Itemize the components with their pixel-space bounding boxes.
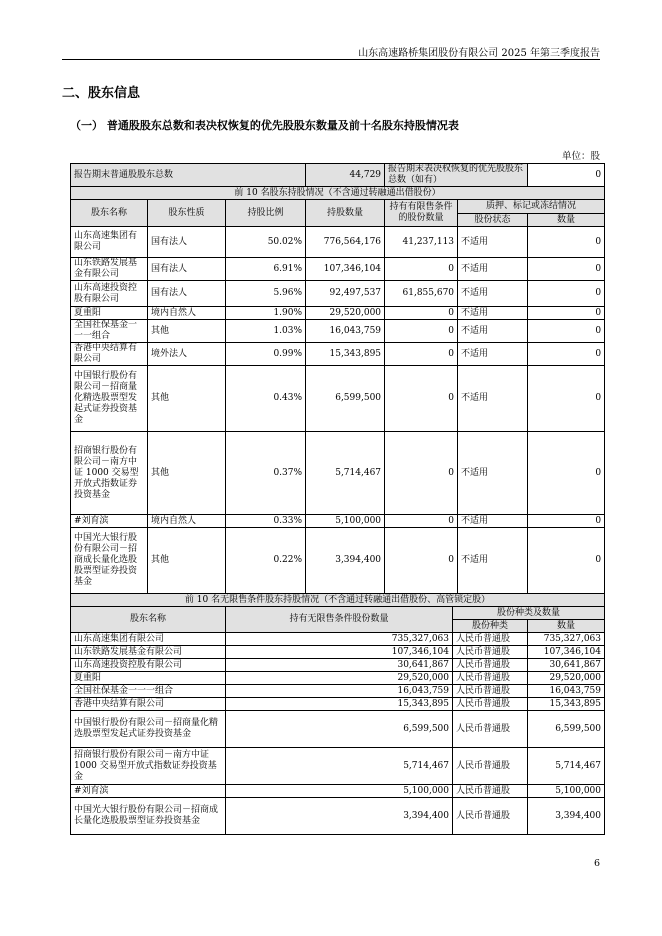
- pledge-status: 不适用: [458, 515, 528, 528]
- shareholder-name: 中国银行股份有限公司－招商量化精选股票型发起式证券投资基金: [71, 366, 148, 432]
- holding-count: 15,343,895: [306, 343, 385, 366]
- share-kind: 人民币普通股: [453, 633, 528, 646]
- table-row: [71, 432, 605, 515]
- holding-ratio: 5.96%: [226, 281, 306, 307]
- holding-count: 107,346,104: [306, 258, 385, 281]
- holding-ratio: 0.37%: [226, 432, 306, 515]
- restricted-count: 0: [385, 432, 458, 515]
- shareholder-name: 山东高速投资控股有限公司: [71, 659, 226, 672]
- share-qty: 29,520,000: [528, 672, 605, 685]
- holding-count: 6,599,500: [306, 366, 385, 432]
- table-row: [71, 711, 605, 748]
- header-restricted: 持有有限售条件的股份数量: [385, 200, 458, 227]
- share-qty: 3,394,400: [528, 798, 605, 835]
- pledge-qty: 0: [528, 258, 605, 281]
- summary-preferred-value: 0: [528, 164, 605, 187]
- holding-ratio: 1.03%: [226, 320, 306, 343]
- table-row: [71, 343, 605, 366]
- shareholder-name: 山东高速集团有限公司: [71, 227, 148, 258]
- share-qty: 735,327,063: [528, 633, 605, 646]
- shareholder-name: 全国社保基金一一一组合: [71, 320, 148, 343]
- summary-common-label: 报告期末普通股股东总数: [71, 164, 306, 187]
- shareholder-name: 招商银行股份有限公司－南方中证 1000 交易型开放式指数证券投资基金: [71, 748, 226, 785]
- share-kind: 人民币普通股: [453, 785, 528, 798]
- holding-count: 776,564,176: [306, 227, 385, 258]
- share-kind: 人民币普通股: [453, 798, 528, 835]
- table-row: [71, 258, 605, 281]
- table-row: [71, 685, 605, 698]
- page-number: 6: [593, 858, 600, 869]
- share-qty: 6,599,500: [528, 711, 605, 748]
- shareholder-name: #刘育滨: [71, 785, 226, 798]
- share-kind: 人民币普通股: [453, 748, 528, 785]
- share-kind: 人民币普通股: [453, 685, 528, 698]
- unrestricted-title: 前 10 名无限售条件股东持股情况（不含通过转融通出借股份、高管锁定股）: [71, 594, 605, 607]
- holding-ratio: 0.22%: [226, 528, 306, 594]
- unrestricted-count: 5,100,000: [226, 785, 453, 798]
- pledge-qty: 0: [528, 366, 605, 432]
- u-header-name: 股东名称: [71, 607, 226, 633]
- holding-ratio: 1.90%: [226, 307, 306, 320]
- top10-title-row: [71, 187, 605, 200]
- unrestricted-count: 15,343,895: [226, 698, 453, 711]
- pledge-qty: 0: [528, 343, 605, 366]
- unrestricted-count: 735,327,063: [226, 633, 453, 646]
- summary-common-value: 44,729: [306, 164, 385, 187]
- u-header-qty: 数量: [528, 620, 605, 633]
- pledge-qty: 0: [528, 227, 605, 258]
- unrestricted-count: 107,346,104: [226, 646, 453, 659]
- unrestricted-count: 5,714,467: [226, 748, 453, 785]
- header-status: 股份状态: [458, 214, 528, 227]
- holding-count: 5,100,000: [306, 515, 385, 528]
- restricted-count: 0: [385, 366, 458, 432]
- share-kind: 人民币普通股: [453, 672, 528, 685]
- table-row: [71, 672, 605, 685]
- summary-preferred-label: 报告期末表决权恢复的优先股股东总数（如有）: [385, 164, 528, 187]
- shareholder-name: 中国光大银行股份有限公司－招商成长量化选股股票型证券投资基金: [71, 528, 148, 594]
- summary-row: [71, 164, 605, 187]
- share-qty: 30,641,867: [528, 659, 605, 672]
- restricted-count: 0: [385, 258, 458, 281]
- share-qty: 5,100,000: [528, 785, 605, 798]
- shareholder-nature: 境外法人: [148, 343, 226, 366]
- shareholder-name: 香港中央结算有限公司: [71, 698, 226, 711]
- unrestricted-shareholders-table: [70, 593, 605, 835]
- restricted-count: 0: [385, 307, 458, 320]
- unrestricted-count: 6,599,500: [226, 711, 453, 748]
- shareholder-nature: 国有法人: [148, 281, 226, 307]
- u-header-count: 持有无限售条件股份数量: [226, 607, 453, 633]
- table-row: [71, 659, 605, 672]
- shareholder-name: #刘育滨: [71, 515, 148, 528]
- pledge-status: 不适用: [458, 432, 528, 515]
- pledge-status: 不适用: [458, 528, 528, 594]
- pledge-status: 不适用: [458, 307, 528, 320]
- restricted-count: 0: [385, 343, 458, 366]
- holding-count: 3,394,400: [306, 528, 385, 594]
- shareholder-name: 香港中央结算有限公司: [71, 343, 148, 366]
- header-count: 持股数量: [306, 200, 385, 227]
- share-qty: 15,343,895: [528, 698, 605, 711]
- share-qty: 16,043,759: [528, 685, 605, 698]
- share-qty: 5,714,467: [528, 748, 605, 785]
- shareholder-name: 中国光大银行股份有限公司－招商成长量化选股股票型证券投资基金: [71, 798, 226, 835]
- table-row: [71, 281, 605, 307]
- pledge-status: 不适用: [458, 281, 528, 307]
- shareholder-nature: 其他: [148, 528, 226, 594]
- shareholder-name: 招商银行股份有限公司－南方中证 1000 交易型开放式指数证券投资基金: [71, 432, 148, 515]
- top10-shareholders-table: [70, 163, 605, 594]
- shareholder-name: 夏重阳: [71, 307, 148, 320]
- table-row: [71, 748, 605, 785]
- pledge-status: 不适用: [458, 366, 528, 432]
- pledge-qty: 0: [528, 528, 605, 594]
- pledge-status: 不适用: [458, 343, 528, 366]
- table-row: [71, 307, 605, 320]
- section-title: 二、股东信息: [62, 86, 141, 101]
- holding-ratio: 0.43%: [226, 366, 306, 432]
- shareholder-name: 中国银行股份有限公司－招商量化精选股票型发起式证券投资基金: [71, 711, 226, 748]
- unrestricted-count: 30,641,867: [226, 659, 453, 672]
- holding-ratio: 0.33%: [226, 515, 306, 528]
- subsection-title: （一） 普通股股东总数和表决权恢复的优先股股东数量及前十名股东持股情况表: [70, 119, 459, 132]
- table-row: [71, 646, 605, 659]
- restricted-count: 0: [385, 320, 458, 343]
- shareholder-name: 山东高速投资控股有限公司: [71, 281, 148, 307]
- unrestricted-title-row: [71, 594, 605, 607]
- unit-label: 单位：股: [561, 151, 600, 162]
- u-header-kind-group: 股份种类及数量: [453, 607, 605, 620]
- restricted-count: 0: [385, 528, 458, 594]
- shareholder-nature: 其他: [148, 320, 226, 343]
- table-row: [71, 515, 605, 528]
- shareholder-nature: 国有法人: [148, 258, 226, 281]
- table-row: [71, 633, 605, 646]
- restricted-count: 0: [385, 515, 458, 528]
- table-row: [71, 366, 605, 432]
- table-row: [71, 320, 605, 343]
- unrestricted-count: 29,520,000: [226, 672, 453, 685]
- holding-count: 16,043,759: [306, 320, 385, 343]
- top10-title: 前 10 名股东持股情况（不含通过转融通出借股份）: [71, 187, 605, 200]
- share-kind: 人民币普通股: [453, 711, 528, 748]
- pledge-status: 不适用: [458, 227, 528, 258]
- holding-ratio: 6.91%: [226, 258, 306, 281]
- header-nature: 股东性质: [148, 200, 226, 227]
- unrestricted-count: 3,394,400: [226, 798, 453, 835]
- pledge-qty: 0: [528, 307, 605, 320]
- share-kind: 人民币普通股: [453, 659, 528, 672]
- shareholder-name: 夏重阳: [71, 672, 226, 685]
- holding-ratio: 50.02%: [226, 227, 306, 258]
- restricted-count: 61,855,670: [385, 281, 458, 307]
- shareholder-nature: 境内自然人: [148, 515, 226, 528]
- shareholder-name: 山东铁路发展基金有限公司: [71, 258, 148, 281]
- unrestricted-header-row: [71, 607, 605, 620]
- shareholder-name: 山东高速集团有限公司: [71, 633, 226, 646]
- table-row: [71, 528, 605, 594]
- pledge-qty: 0: [528, 432, 605, 515]
- pledge-status: 不适用: [458, 258, 528, 281]
- top10-header-row: [71, 200, 605, 214]
- header-qty: 数量: [528, 214, 605, 227]
- header-pledge: 质押、标记或冻结情况: [458, 200, 605, 214]
- share-kind: 人民币普通股: [453, 646, 528, 659]
- holding-count: 5,714,467: [306, 432, 385, 515]
- restricted-count: 41,237,113: [385, 227, 458, 258]
- shareholder-nature: 境内自然人: [148, 307, 226, 320]
- shareholder-nature: 国有法人: [148, 227, 226, 258]
- header-name: 股东名称: [71, 200, 148, 227]
- pledge-qty: 0: [528, 320, 605, 343]
- holding-count: 92,497,537: [306, 281, 385, 307]
- shareholder-nature: 其他: [148, 432, 226, 515]
- shareholder-name: 全国社保基金一一一组合: [71, 685, 226, 698]
- shareholder-name: 山东铁路发展基金有限公司: [71, 646, 226, 659]
- pledge-status: 不适用: [458, 320, 528, 343]
- table-row: [71, 785, 605, 798]
- table-row: [71, 227, 605, 258]
- pledge-qty: 0: [528, 281, 605, 307]
- pledge-qty: 0: [528, 515, 605, 528]
- share-qty: 107,346,104: [528, 646, 605, 659]
- header-rule: [62, 59, 600, 60]
- share-kind: 人民币普通股: [453, 698, 528, 711]
- table-row: [71, 698, 605, 711]
- page-header: 山东高速路桥集团股份有限公司 2025 年第三季度报告: [358, 48, 600, 59]
- unrestricted-count: 16,043,759: [226, 685, 453, 698]
- header-ratio: 持股比例: [226, 200, 306, 227]
- shareholder-nature: 其他: [148, 366, 226, 432]
- holding-ratio: 0.99%: [226, 343, 306, 366]
- holding-count: 29,520,000: [306, 307, 385, 320]
- u-header-kind: 股份种类: [453, 620, 528, 633]
- table-row: [71, 798, 605, 835]
